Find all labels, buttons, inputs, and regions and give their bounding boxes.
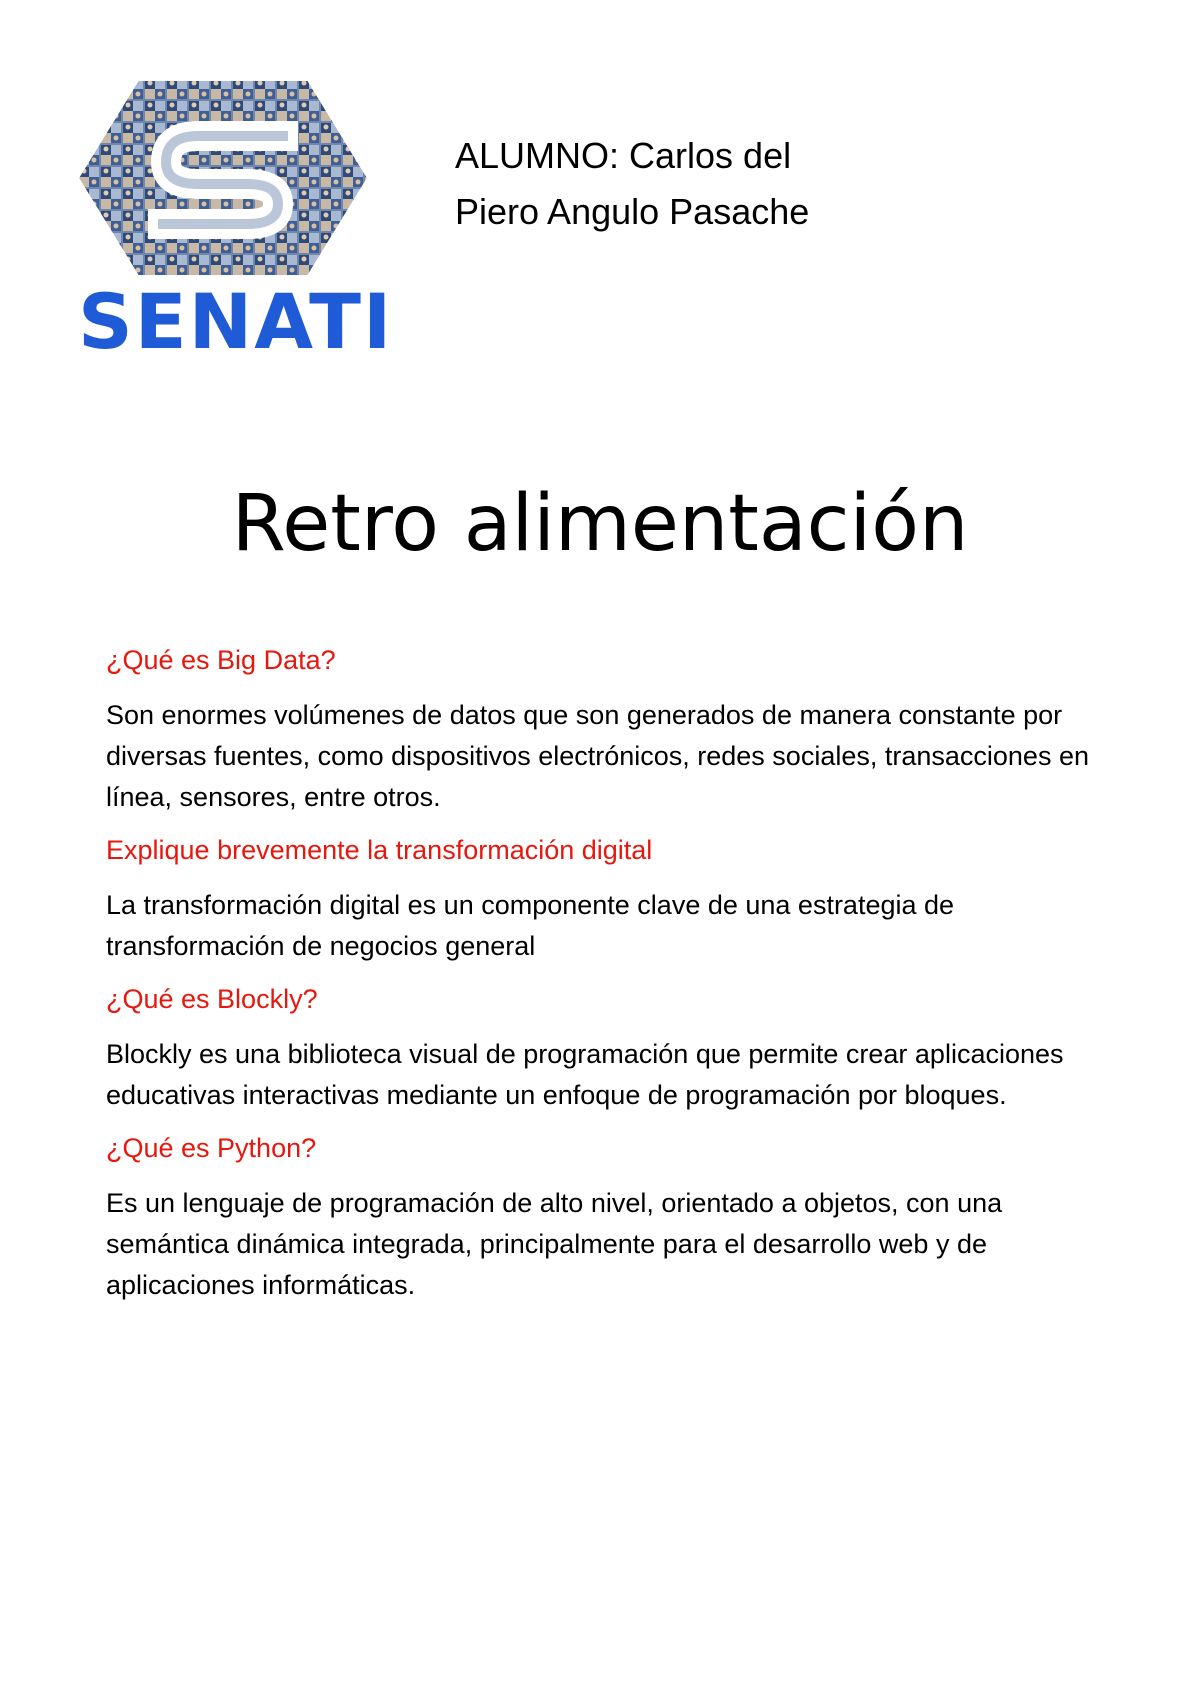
qa-item-big-data (106, 640, 1106, 818)
answer-digital-transformation: La transformación digital es un componente clave de una estrategia de transformación de negocios general (106, 890, 955, 961)
senati-wordmark: SENATI (78, 277, 394, 366)
question-big-data: ¿Qué es Big Data? (106, 645, 336, 675)
qa-item-blockly (106, 979, 1106, 1116)
qa-section (106, 640, 1106, 1318)
student-name-line-1: ALUMNO: Carlos del (455, 135, 792, 176)
student-name (455, 128, 915, 240)
document-title: Retro alimentación (231, 479, 969, 569)
qa-item-python (106, 1128, 1106, 1306)
answer-big-data: Son enormes volúmenes de datos que son generados de manera constante por diversas fuentes, como dispositivos electrónicos, redes sociales, transacciones en línea, sensores, entre otros. (106, 700, 1089, 812)
question-python: ¿Qué es Python? (106, 1133, 317, 1163)
student-name-line-2: Piero Angulo Pasache (455, 191, 810, 232)
qa-item-digital-transformation (106, 830, 1106, 967)
question-blockly: ¿Qué es Blockly? (106, 984, 318, 1014)
answer-python: Es un lenguaje de programación de alto nivel, orientado a objetos, con una semántica dinámica integrada, principalmente para el desarrollo web y de aplicaciones informáticas. (106, 1188, 1003, 1300)
senati-hexagon-logo-icon (78, 78, 368, 278)
question-digital-transformation: Explique brevemente la transformación digital (106, 835, 653, 865)
senati-logo (78, 78, 394, 378)
answer-blockly: Blockly es una biblioteca visual de programación que permite crear aplicaciones educativas interactivas mediante un enfoque de programación por bloques. (106, 1039, 1064, 1110)
